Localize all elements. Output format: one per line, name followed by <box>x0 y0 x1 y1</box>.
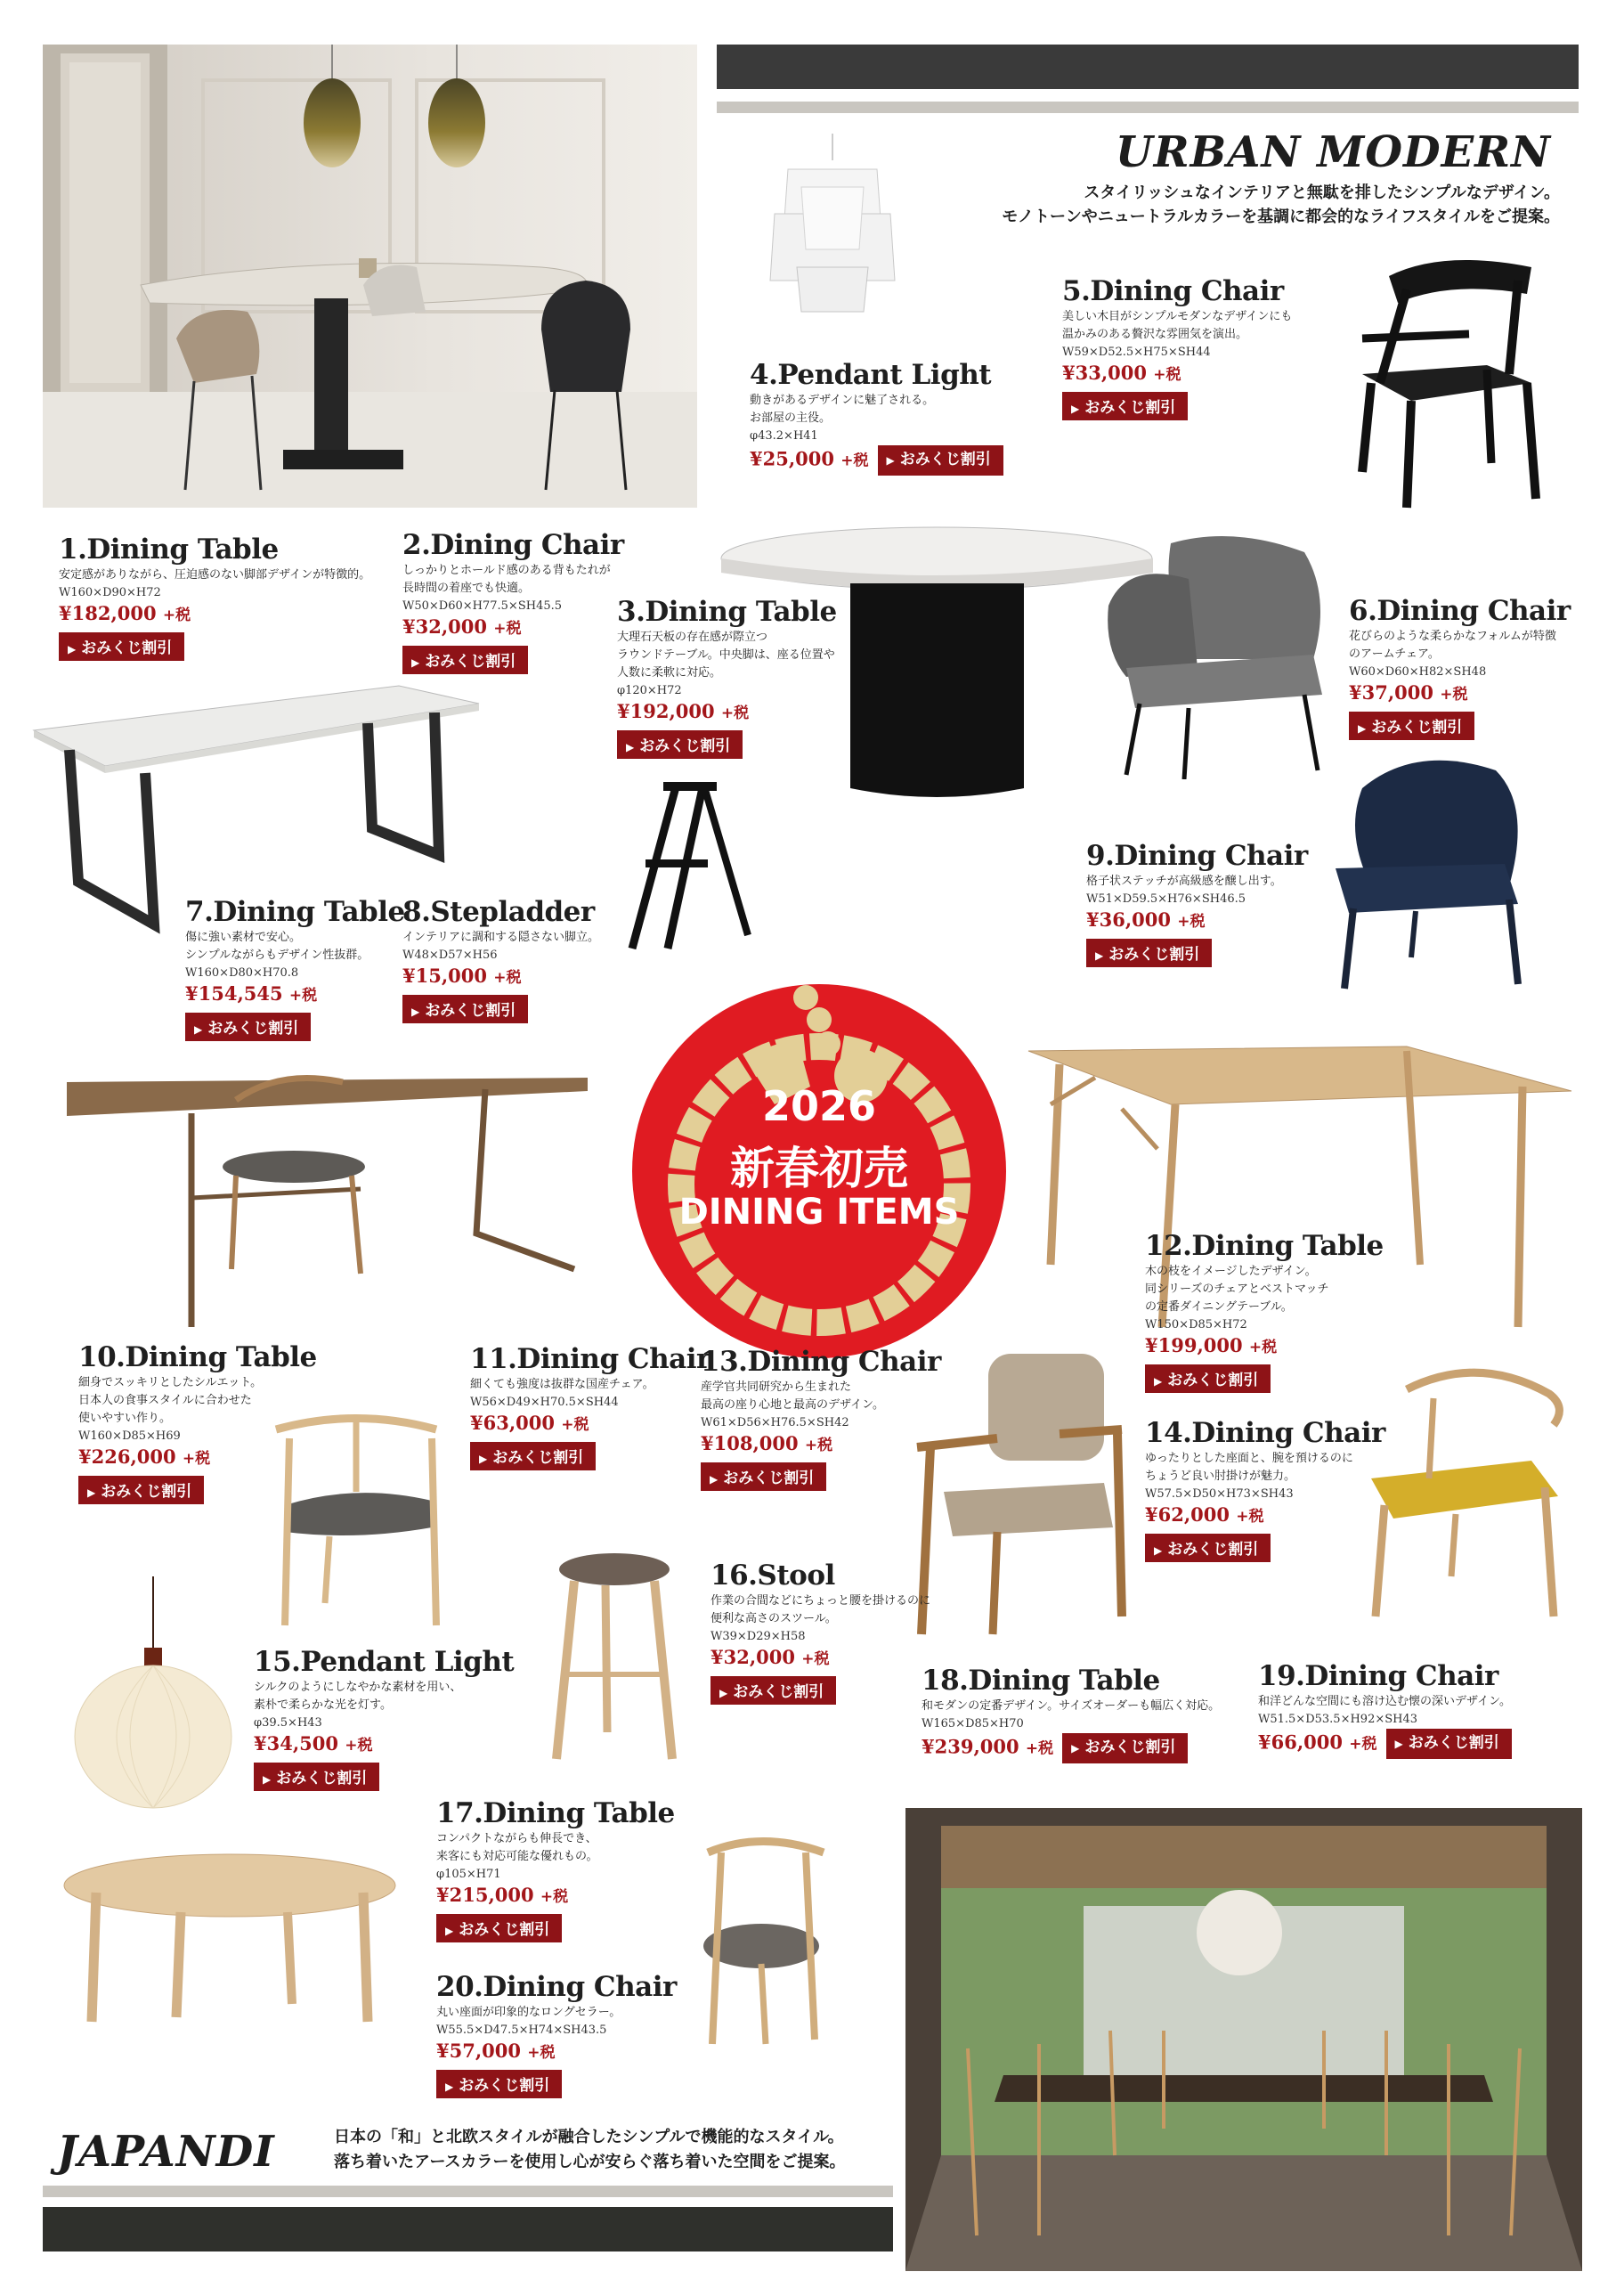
product-price: ¥36,000 +税 <box>1086 908 1206 931</box>
product-size: W55.5×D47.5×H74×SH43.5 <box>436 2024 607 2037</box>
product-price: ¥192,000 +税 <box>617 700 750 722</box>
product-7 <box>185 895 405 1041</box>
new-year-sale-badge <box>628 971 1011 1363</box>
product-desc: 人数に柔軟に対応。 <box>617 666 722 680</box>
coupon-button[interactable]: ▶ おみくじ割引 <box>1145 1534 1271 1562</box>
product-desc: 花びらのような柔らかなフォルムが特徴 <box>1349 630 1556 643</box>
product-19 <box>1258 1659 1512 1759</box>
product-15 <box>254 1645 514 1791</box>
product-price: ¥57,000 +税 <box>436 2040 556 2062</box>
product-size: W39×D29×H58 <box>710 1630 806 1643</box>
product-price: ¥182,000 +税 <box>59 602 191 624</box>
product-size: W51.5×D53.5×H92×SH43 <box>1258 1713 1418 1726</box>
urban-modern-title: URBAN MODERN <box>1115 127 1551 177</box>
footer-band-light <box>43 2186 893 2197</box>
product-price: ¥239,000 +税 ▶ おみくじ割引 <box>922 1733 1220 1763</box>
badge-jp-title: 新春初売 <box>730 1143 908 1194</box>
product-price: ¥215,000 +税 <box>436 1884 569 1906</box>
product-title: 6.Dining Chair <box>1349 595 1571 627</box>
coupon-button[interactable]: ▶ おみくじ割引 <box>185 1013 311 1041</box>
product-desc: ゆったりとした座面と、腕を預けるのに <box>1145 1452 1353 1465</box>
product-title: 1.Dining Table <box>59 533 279 566</box>
dining-table-17-image <box>61 1848 399 2026</box>
product-size: W61×D56×H76.5×SH42 <box>701 1416 849 1429</box>
product-title: 7.Dining Table <box>185 896 405 928</box>
product-2 <box>402 528 624 674</box>
product-size: φ120×H72 <box>617 684 682 697</box>
product-3 <box>617 595 837 759</box>
japandi-desc-2: 落ち着いたアースカラーを使用し心が安らぐ落ち着いた空間をご提案。 <box>334 2153 846 2171</box>
japandi-room-photo <box>905 1808 1582 2271</box>
coupon-button[interactable]: ▶ おみくじ割引 <box>78 1476 204 1504</box>
product-size: φ105×H71 <box>436 1868 501 1881</box>
product-20 <box>436 1970 677 2098</box>
product-price: ¥62,000 +税 <box>1145 1503 1264 1526</box>
product-16 <box>710 1559 930 1705</box>
product-size: φ39.5×H43 <box>254 1716 322 1730</box>
coupon-button[interactable]: ▶ おみくじ割引 <box>1086 939 1212 967</box>
product-price: ¥66,000 +税 ▶ おみくじ割引 <box>1258 1729 1512 1759</box>
product-desc: 同シリーズのチェアとベストマッチ <box>1145 1282 1329 1296</box>
product-desc: 木の枝をイメージしたデザイン。 <box>1145 1265 1317 1278</box>
product-size: W56×D49×H70.5×SH44 <box>470 1396 619 1409</box>
pendant-light-4-image <box>748 134 917 321</box>
stepladder-8-image <box>614 775 761 953</box>
coupon-button[interactable]: ▶ おみくじ割引 <box>1062 1733 1188 1763</box>
product-size: W160×D90×H72 <box>59 586 161 599</box>
product-desc: 温かみのある贅沢な雰囲気を演出。 <box>1062 328 1248 341</box>
product-title: 5.Dining Chair <box>1062 275 1284 307</box>
product-title: 9.Dining Chair <box>1086 840 1308 872</box>
product-price: ¥32,000 +税 <box>710 1646 830 1668</box>
product-title: 8.Stepladder <box>402 896 595 928</box>
product-14 <box>1145 1416 1385 1562</box>
product-size: W59×D52.5×H75×SH44 <box>1062 346 1211 359</box>
product-size: W60×D60×H82×SH48 <box>1349 665 1487 679</box>
header-band-dark <box>717 45 1579 89</box>
product-title: 20.Dining Chair <box>436 1971 677 2003</box>
product-title: 12.Dining Table <box>1145 1230 1384 1262</box>
dining-chair-13-image <box>908 1349 1131 1639</box>
product-price: ¥37,000 +税 <box>1349 681 1468 704</box>
product-title: 17.Dining Table <box>436 1797 675 1829</box>
product-size: W51×D59.5×H76×SH46.5 <box>1086 892 1246 906</box>
product-desc: 産学官共同研究から生まれた <box>701 1380 852 1394</box>
product-desc: ちょうど良い肘掛けが魅力。 <box>1145 1470 1296 1483</box>
coupon-button[interactable]: ▶ おみくじ割引 <box>617 730 743 759</box>
product-desc: コンパクトながらも伸長でき、 <box>436 1832 597 1845</box>
product-title: 4.Pendant Light <box>750 359 992 391</box>
coupon-button[interactable]: ▶ おみくじ割引 <box>1349 712 1474 740</box>
coupon-button[interactable]: ▶ おみくじ割引 <box>436 1914 562 1942</box>
urban-room-photo <box>43 45 697 508</box>
footer-band-dark <box>43 2207 893 2252</box>
coupon-button[interactable]: ▶ おみくじ割引 <box>59 632 184 661</box>
product-desc: 素朴で柔らかな光を灯す。 <box>254 1698 392 1712</box>
product-9 <box>1086 839 1308 967</box>
coupon-button[interactable]: ▶ おみくじ割引 <box>1386 1729 1512 1759</box>
coupon-button[interactable]: ▶ おみくじ割引 <box>470 1442 596 1470</box>
product-13 <box>701 1345 941 1491</box>
product-price: ¥32,000 +税 <box>402 615 522 638</box>
japandi-title: JAPANDI <box>57 2127 275 2177</box>
product-desc: 来客にも対応可能な優れもの。 <box>436 1850 598 1863</box>
product-desc: ラウンドテーブル。中央脚は、座る位置や <box>617 648 835 662</box>
product-desc: 傷に強い素材で安心。 <box>185 931 302 944</box>
product-1 <box>59 533 370 661</box>
product-price: ¥63,000 +税 <box>470 1412 589 1434</box>
coupon-button[interactable]: ▶ おみくじ割引 <box>1145 1364 1271 1393</box>
product-size: W48×D57×H56 <box>402 949 498 962</box>
product-10 <box>78 1340 317 1504</box>
dining-table-10-image <box>58 1064 592 1331</box>
dining-chair-6-image <box>1091 525 1349 779</box>
product-desc: 最高の座り心地と最高のデザイン。 <box>701 1398 885 1412</box>
product-title: 19.Dining Chair <box>1258 1660 1498 1692</box>
product-price: ¥199,000 +税 <box>1145 1334 1278 1356</box>
product-size: W160×D80×H70.8 <box>185 966 299 980</box>
product-desc: 丸い座面が印象的なロングセラー。 <box>436 2006 621 2019</box>
product-4 <box>750 358 1003 476</box>
product-8 <box>402 895 599 1023</box>
product-desc: お部屋の主役。 <box>750 411 832 425</box>
dining-chair-9-image <box>1318 753 1536 993</box>
product-18 <box>922 1664 1220 1763</box>
product-price: ¥34,500 +税 <box>254 1732 373 1755</box>
coupon-button[interactable]: ▶ おみくじ割引 <box>402 995 528 1023</box>
product-desc: 細身でスッキリとしたシルエット。 <box>78 1376 263 1389</box>
product-title: 16.Stool <box>710 1559 835 1592</box>
coupon-button[interactable]: ▶ おみくじ割引 <box>878 445 1003 476</box>
dining-chair-14-image <box>1353 1363 1571 1621</box>
product-12 <box>1145 1229 1384 1393</box>
product-size: W50×D60×H77.5×SH45.5 <box>402 599 563 613</box>
coupon-button[interactable]: ▶ おみくじ割引 <box>1062 392 1188 420</box>
pendant-light-15-image <box>71 1576 236 1817</box>
product-11 <box>470 1342 710 1470</box>
product-desc: 便利な高さのスツール。 <box>710 1612 837 1625</box>
product-price: ¥25,000 +税 ▶ おみくじ割引 <box>750 445 1003 476</box>
coupon-button[interactable]: ▶ おみくじ割引 <box>436 2070 562 2098</box>
product-desc: 長時間の着座でも快適。 <box>402 582 531 595</box>
product-desc: 日本人の食事スタイルに合わせた <box>78 1394 252 1407</box>
product-price: ¥15,000 +税 <box>402 965 522 987</box>
product-desc: シルクのようにしなやかな素材を用い、 <box>254 1681 462 1694</box>
badge-year: 2026 <box>761 1082 877 1130</box>
product-desc: 格子状ステッチが高級感を醸し出す。 <box>1086 875 1282 888</box>
coupon-button[interactable]: ▶ おみくじ割引 <box>402 646 528 674</box>
product-size: W57.5×D50×H73×SH43 <box>1145 1487 1294 1501</box>
product-desc: 作業の合間などにちょっと腰を掛けるのに <box>710 1594 931 1608</box>
product-title: 3.Dining Table <box>617 596 837 628</box>
product-desc: シンプルながらもデザイン性抜群。 <box>185 949 369 962</box>
product-title: 10.Dining Table <box>78 1341 317 1373</box>
product-title: 2.Dining Chair <box>402 529 624 561</box>
product-desc: 美しい木目がシンプルモダンなデザインにも <box>1062 310 1293 323</box>
product-desc: 動きがあるデザインに魅了される。 <box>750 394 935 407</box>
product-6 <box>1349 594 1571 740</box>
product-price: ¥154,545 +税 <box>185 982 318 1005</box>
product-title: 18.Dining Table <box>922 1665 1160 1697</box>
product-size: φ43.2×H41 <box>750 429 818 443</box>
badge-en-title: DINING ITEMS <box>678 1192 960 1233</box>
product-desc: 細くても強度は抜群な国産チェア。 <box>470 1378 654 1391</box>
coupon-button[interactable]: ▶ おみくじ割引 <box>710 1676 836 1705</box>
product-title: 13.Dining Chair <box>701 1346 941 1378</box>
dining-chair-5-image <box>1327 249 1558 517</box>
product-price: ¥226,000 +税 <box>78 1445 211 1468</box>
product-title: 14.Dining Chair <box>1145 1417 1385 1449</box>
product-desc: インテリアに調和する隠さない脚立。 <box>402 931 600 944</box>
urban-modern-desc-2: モノトーンやニュートラルカラーを基調に都会的なライフスタイルをご提案。 <box>1002 208 1560 226</box>
urban-modern-desc-1: スタイリッシュなインテリアと無駄を排したシンプルなデザイン。 <box>1084 183 1560 202</box>
coupon-button[interactable]: ▶ おみくじ割引 <box>701 1462 826 1491</box>
japandi-desc-1: 日本の「和」と北欧スタイルが融合したシンプルで機能的なスタイル。 <box>334 2128 844 2146</box>
dining-chair-20-image <box>690 1817 832 2048</box>
product-price: ¥33,000 +税 <box>1062 362 1181 384</box>
product-size: W150×D85×H72 <box>1145 1318 1247 1331</box>
product-desc: の定番ダイニングテーブル。 <box>1145 1300 1293 1314</box>
product-title: 15.Pendant Light <box>254 1646 515 1678</box>
product-size: W160×D85×H69 <box>78 1429 181 1443</box>
product-5 <box>1062 274 1292 420</box>
product-size: W165×D85×H70 <box>922 1717 1024 1730</box>
product-17 <box>436 1796 675 1942</box>
stool-16-image <box>543 1550 686 1763</box>
product-desc: のアームチェア。 <box>1349 647 1440 661</box>
product-desc: 安定感がありながら、圧迫感のない脚部デザインが特徴的。 <box>59 568 371 582</box>
product-desc: 和モダンの定番デザイン。サイズオーダーも幅広く対応。 <box>922 1699 1221 1713</box>
product-price: ¥108,000 +税 <box>701 1432 833 1454</box>
coupon-button[interactable]: ▶ おみくじ割引 <box>254 1763 379 1791</box>
product-desc: 和洋どんな空間にも溶け込む懐の深いデザイン。 <box>1258 1695 1512 1708</box>
product-desc: しっかりとホールド感のある背もたれが <box>402 564 611 577</box>
product-desc: 大理石天板の存在感が際立つ <box>617 631 768 644</box>
product-desc: 使いやすい作り。 <box>78 1412 172 1425</box>
product-title: 11.Dining Chair <box>470 1343 710 1375</box>
header-band-light <box>717 102 1579 113</box>
